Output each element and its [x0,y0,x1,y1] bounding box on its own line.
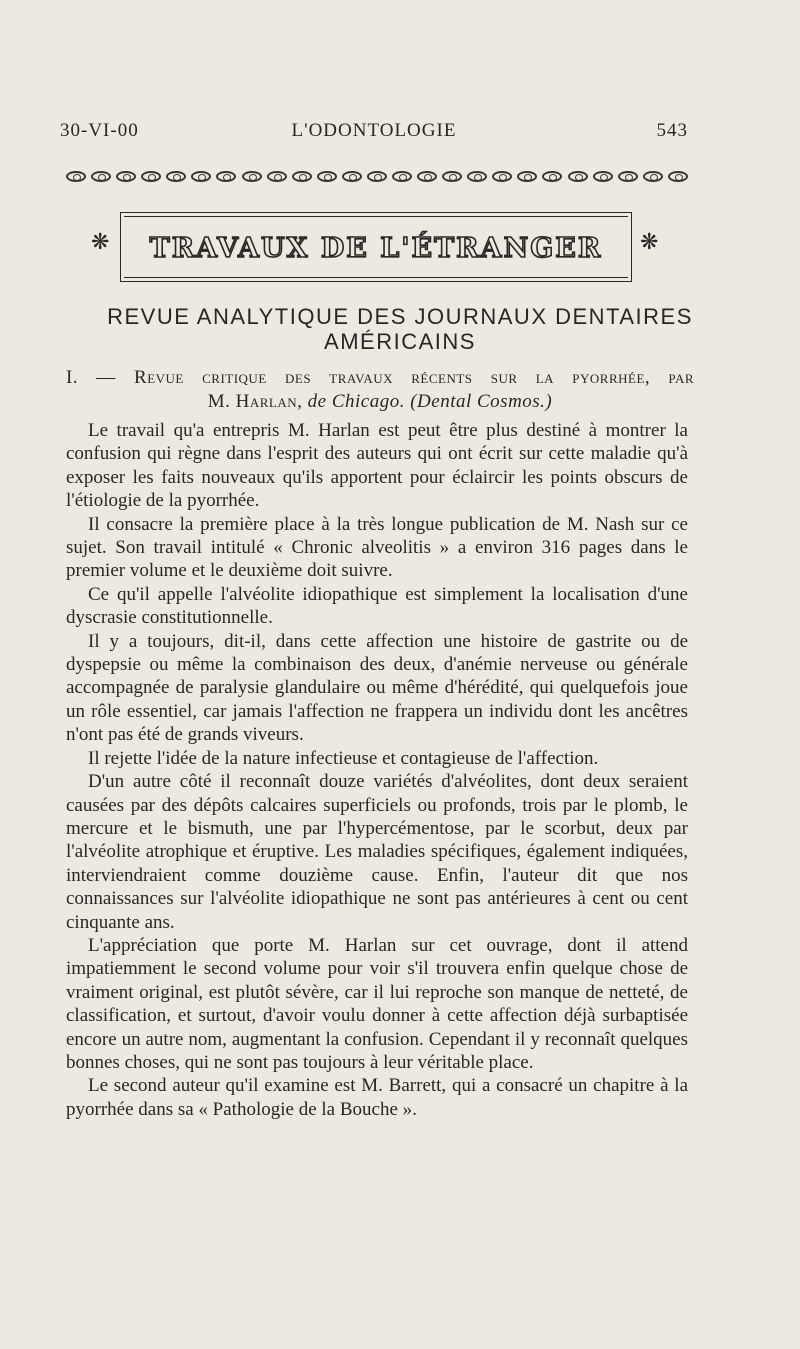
ornament-knot-icon [517,171,537,182]
issue-date: 30-VI-00 [60,120,139,141]
ornament-knot-icon [593,171,613,182]
paragraph: Ce qu'il appelle l'alvéolite idiopathique est simplement la localisation d'une dyscrasie constitutionnelle. [66,583,688,629]
ornament-knot-icon [66,171,86,182]
ornament-knot-icon [467,171,487,182]
subtitle-number: I. — [66,367,116,388]
ornament-knot-icon [91,171,111,182]
ornament-knot-icon [492,171,512,182]
paragraph: Le travail qu'a entrepris M. Harlan est peut être plus destiné à montrer la confusion qui règne dans l'esprit des auteurs qui ont écrit sur cette maladie qu'à exposer les faits nouveaux qu'ils apportent pour éclaircir les points obscurs de l'étiologie de la pyorrhée. [66,420,688,512]
ornament-knot-icon [116,171,136,182]
section-title-box [120,212,632,282]
fleuron-icon: ❋ [640,230,659,255]
ornament-knot-icon [668,171,688,182]
paragraph: L'appréciation que porte M. Harlan sur cet ouvrage, dont il attend impatiemment le second volume pour voir s'il trouvera enfin quelque chose de vraiment original, est plutôt sévère, car il lui reproche son manque de netteté, de classification, et surtout, d'avoir voulu donner à cette affection déjà surbaptisée encore un autre nom, augmentant la confusion. Cependant il y reconnaît quelques bonnes choses, qui ne sont pas toujours à leur véritable place. [66,934,688,1073]
article-body [66,419,688,1121]
paragraph: Il y a toujours, dit-il, dans cette affection une histoire de gastrite ou de dyspepsie ou même la combinaison des deux, d'anémie nerveuse ou générale accompagnée de paralysie glandulaire ou même d'hérédité, qui quelquefois joue un rôle essentiel, car jamais l'affection ne frappera un individu dont les ancêtres n'ont pas été de grands viveurs. [66,630,688,746]
paragraph: Il consacre la première place à la très longue publication de M. Nash sur ce sujet. Son travail intitulé « Chronic alveolitis » a environ 316 pages dans le premier volume et le deuxième doit suivre. [66,513,688,582]
subtitle-place: , de Chicago. (Dental Cosmos.) [297,391,553,412]
section-title: TRAVAUX DE L'ÉTRANGER [149,233,603,264]
paragraph: D'un autre côté il reconnaît douze variétés d'alvéolites, dont deux seraient causées par des dépôts calcaires superficiels ou profonds, trois par le plomb, le mercure et le bismuth, une par l'hypercémentose, par le scorbut, deux par l'alvéolite atrophique et éruptive. Les maladies spécifiques, également indiquées, interviendraient comme douzième cause. Enfin, l'auteur dit que nos connaissances sur l'alvéolite idiopathique ne sont pas antérieures à cent ou cent cinquante ans. [66,771,688,933]
ornament-knot-icon [643,171,663,182]
ornament-knot-icon [191,171,211,182]
subtitle-author: Harlan [235,391,298,412]
ornament-knot-icon [166,171,186,182]
ornament-knot-icon [292,171,312,182]
article-subtitle [66,366,694,414]
ornament-knot-icon [442,171,462,182]
ornament-knot-icon [568,171,588,182]
article-title: REVUE ANALYTIQUE DES JOURNAUX DENTAIRES AMÉRICAINS [107,304,693,354]
fleuron-icon: ❋ [91,230,110,255]
running-head [60,120,688,148]
ornament-knot-icon [618,171,638,182]
ornament-knot-icon [417,171,437,182]
ornament-band [66,165,688,187]
ornament-knot-icon [216,171,236,182]
paragraph: Il rejette l'idée de la nature infectieuse et contagieuse de l'affection. [88,747,599,769]
ornament-knot-icon [392,171,412,182]
subtitle-line [66,366,694,390]
ornament-knot-icon [141,171,161,182]
ornament-knot-icon [367,171,387,182]
ornament-knot-icon [267,171,287,182]
subtitle-author-prefix: M. [207,391,231,412]
journal-title: L'ODONTOLOGIE [291,120,457,141]
ornament-knot-icon [317,171,337,182]
ornament-knot-icon [242,171,262,182]
ornament-knot-icon [342,171,362,182]
page-number: 543 [656,120,688,141]
ornament-knot-icon [542,171,562,182]
paragraph: Le second auteur qu'il examine est M. Barrett, qui a consacré un chapitre à la pyorrhée dans sa « Pathologie de la Bouche ». [66,1075,688,1120]
subtitle-text: Revue critique des travaux récents sur la pyorrhée, par [134,367,694,388]
